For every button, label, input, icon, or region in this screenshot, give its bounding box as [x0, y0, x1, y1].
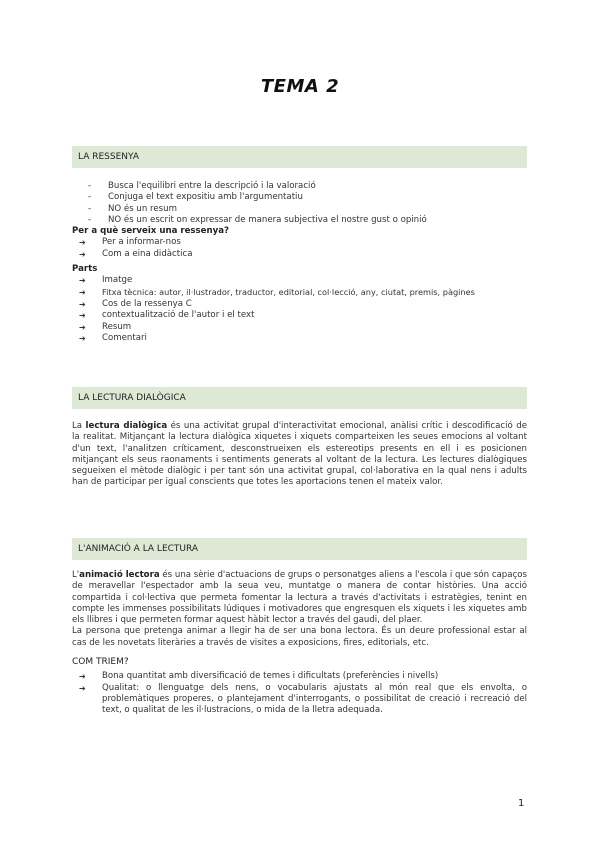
parts-heading: Parts	[72, 264, 98, 275]
list-item: ➔ Resum	[79, 321, 132, 332]
arrow-right-icon: ➔	[79, 672, 86, 682]
list-item: - Conjuga el text expositiu amb l'argumentatiu	[88, 192, 527, 203]
arrow-right-icon: ➔	[79, 683, 86, 693]
list-item: ➔ Imatge	[79, 275, 133, 286]
arrow-right-icon: ➔	[79, 249, 86, 259]
section-heading-ressenya: LA RESSENYA	[72, 146, 527, 168]
list-item: ➔ Per a informar-nos	[79, 237, 181, 248]
ressenya-content	[72, 181, 527, 344]
animacio-paragraph-1: L'animació lectora és una sèrie d'actuacions de grups o personatges aliens a l'escola i que són capaços de meravellar l'espectador amb la seua veu, muntatge o manera de contar històries. Una acció compartida i col·lectiva que permeta fomentar la lectura a través d'activitats i estratègies, tenint en compte les immenses possibilitats lúdiques i motivadores que engresquen els xiquets i les xiquetes amb els llibres i que permeten formar aquest hàbit lector a través del gaudi, del plaer.	[72, 570, 527, 626]
list-item: - NO és un escrit on expressar de manera subjectiva el nostre gust o opinió	[88, 215, 527, 226]
list-item: ➔ contextualització de l'autor i el text	[79, 310, 255, 321]
animacio-content	[72, 570, 527, 717]
arrow-right-icon: ➔	[79, 276, 86, 286]
section-heading-animacio: L'ANIMACIÓ A LA LECTURA	[72, 538, 527, 560]
list-item: ➔ Fitxa tècnica: autor, il·lustrador, traductor, editorial, col·lecció, any, ciutat, premis, pàgines	[79, 286, 475, 297]
list-item: ➔ Comentari	[79, 332, 147, 343]
list-item: ➔ Com a eina didàctica	[79, 248, 193, 259]
ressenya-bullet-list	[72, 181, 527, 226]
choose-list	[72, 671, 527, 716]
arrow-right-icon: ➔	[79, 322, 86, 332]
list-item: - Busca l'equilibri entre la descripció i la valoració	[88, 181, 527, 192]
lectura-dialogica-paragraph: La lectura dialògica és una activitat grupal d'interactivitat emocional, anàlisi crític i descodificació de la realitat. Mitjançant la lectura dialògica xiquetes i xiquets comparteixen les seues emocions al voltant d'un text, l'analitzen críticament, desconstrueixen els estereotips presents en ell i es posicionen mitjançant els seus raonaments i sentiments generats al voltant de la lectura. Les lectures dialògiques segueixen el mètode dialògic i per tant són una activitat grupal, col·laborativa en la qual nens i adults han de participar per igual conscients que totes les aportacions tenen el mateix valor.	[72, 421, 527, 488]
arrow-right-icon: ➔	[79, 287, 86, 297]
section-heading-lectura-dialogica: LA LECTURA DIALÒGICA	[72, 387, 527, 409]
list-item: - NO és un resum	[88, 204, 527, 215]
list-item: ➔ Bona quantitat amb diversificació de temes i dificultats (preferències i nivells)	[79, 671, 439, 682]
page-title: TEMA 2	[260, 76, 340, 97]
arrow-right-icon: ➔	[79, 311, 86, 321]
arrow-right-icon: ➔	[79, 333, 86, 343]
page-number: 1	[518, 798, 525, 809]
choose-heading: COM TRIEM?	[72, 657, 129, 668]
list-item: ➔ Cos de la ressenya C	[79, 298, 192, 309]
arrow-right-icon: ➔	[79, 299, 86, 309]
list-item: ➔ Qualitat: o llenguatge dels nens, o vocabularis ajustats al món real que els envolta, o problemàtiques properes, o plantejament d'interrogants, o possibilitat de creació i recreació del text, o qualitat de les il·lustracions, o mida de la lletra adequada.	[79, 682, 527, 716]
arrow-right-icon: ➔	[79, 238, 86, 248]
term-lectura-dialogica: lectura dialògica	[85, 421, 168, 431]
purpose-heading: Per a què serveix una ressenya?	[72, 226, 229, 237]
term-animacio-lectora: animació lectora	[79, 570, 160, 580]
parts-list	[72, 275, 527, 344]
purpose-list	[72, 237, 527, 260]
animacio-paragraph-2: La persona que pretenga animar a llegir ha de ser una bona lectora. És un deure professional estar al cas de les novetats literàries a través de visites a exposicions, fires, editorials, etc.	[72, 626, 527, 648]
